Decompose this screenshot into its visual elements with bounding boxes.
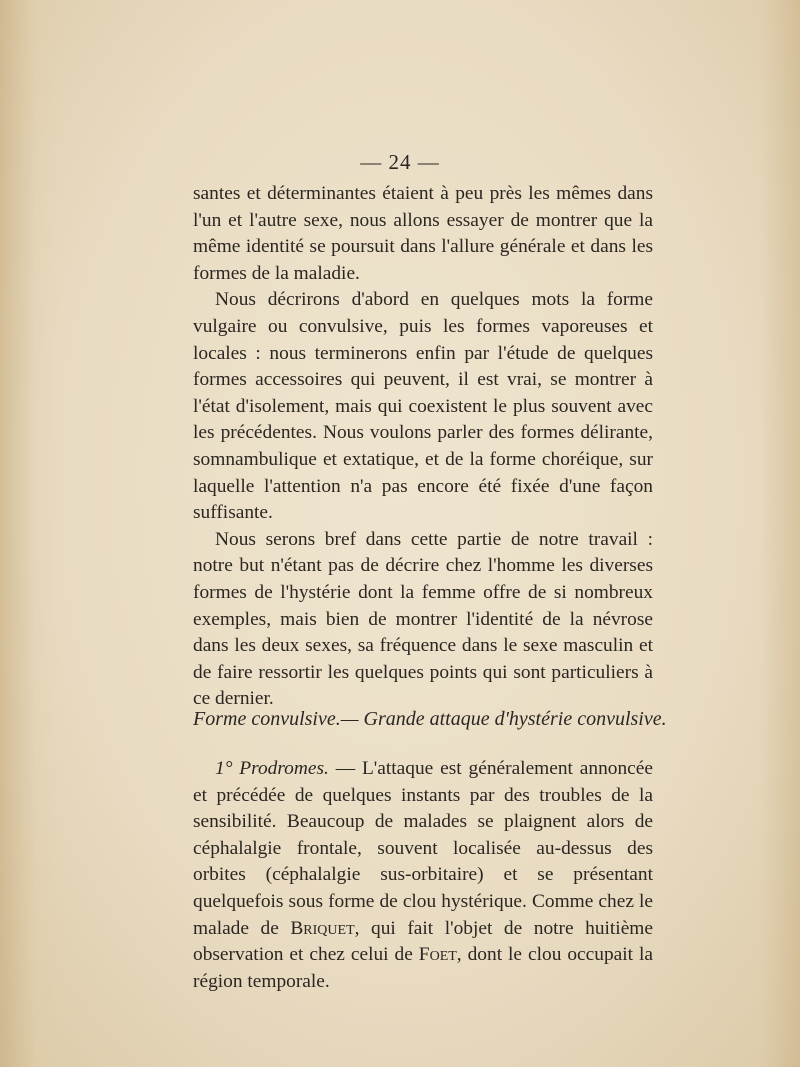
author-name-foet: Foet [418,944,457,966]
prodromes-label: 1° Prodromes. [215,758,329,779]
section-body-text [193,756,653,995]
prodromes-text-3: , dont le clou occupait la région temporale. [193,944,653,992]
paragraph-forms-overview: Nous décrirons d'abord en quelques mots la forme vulgaire ou convulsive, puis les formes vaporeuses et locales : nous terminerons enfin par l'étude de quelques formes accessoires qui peuvent, il est vrai, se montrer à l'état d'isolement, mais qui coexistent le plus souvent avec les précédentes. Nous voulons parler des formes délirante, somnambulique et extatique, et de la forme choréique, sur laquelle l'attention n'a pas encore été fixée d'une façon suffisante. [193,289,653,524]
paragraph-continuation: santes et déterminantes étaient à peu près les mêmes dans l'un et l'autre sexe, nous allons essayer de montrer que la même identité se poursuit dans l'allure générale et dans les formes de la maladie. [193,183,653,284]
section-heading: Forme convulsive.— Grande attaque d'hystérie convulsive. [193,708,667,730]
author-name-briquet: Briquet [290,917,355,939]
prodromes-text-1: — L'attaque est généralement annoncée et précédée de quelques instants par des troubles de la sensibilité. Beaucoup de malades se plaignent alors de céphalalgie frontale, souvent localisée au-dessus des orbites (céphalalgie sus-orbitaire) et se présentant quelquefois sous forme de clou hystérique. Comme chez le malade de [193,758,653,939]
paragraph-purpose: Nous serons bref dans cette partie de notre travail : notre but n'étant pas de décrire chez l'homme les diverses formes de l'hystérie dont la femme offre de si nombreux exemples, mais bien de montrer l'identité de la névrose dans les deux sexes, sa fréquence dans le sexe masculin et de faire ressortir les quelques points qui sont particuliers à ce dernier. [193,528,653,710]
paragraph-prodromes [193,756,653,995]
body-text [193,181,653,713]
prodromes-text-2: , qui fait l'objet de notre huitième observation et chez celui de [193,917,653,966]
page-number: — 24 — [360,150,440,174]
